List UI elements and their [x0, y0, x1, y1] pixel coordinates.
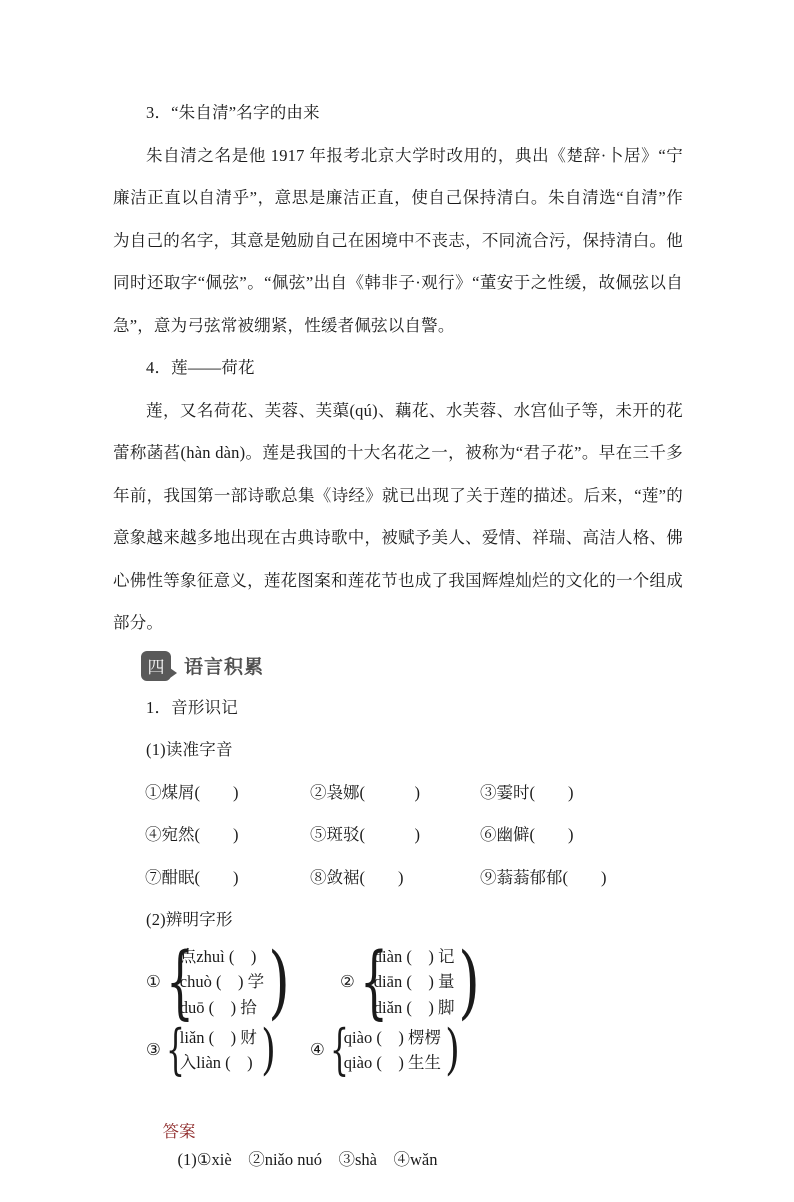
pinyin-item: ⑧敛裾( ) — [310, 867, 404, 887]
form-row: diàn ( ) 记 — [373, 946, 455, 966]
subheading-sound-form: 1．音形识记 — [146, 697, 238, 717]
pinyin-item: ③霎时( ) — [480, 782, 574, 802]
section-header-language-accumulation — [141, 645, 683, 687]
form-row: liǎn ( ) 财 — [179, 1027, 257, 1047]
left-brace: { — [165, 1018, 185, 1081]
pinyin-item: ①煤屑( ) — [145, 782, 239, 802]
form-row: qiào ( ) 生生 — [343, 1053, 441, 1072]
paragraph-lotus-description: 莲，又名荷花、芙蓉、芙蕖(qú)、藕花、水芙蓉、水宫仙子等，未开的花蕾称菡萏(hàn dàn)。莲是我国的十大名花之一，被称为“君子花”。早在三千多年前，我国第一部诗歌总集《诗经》就已出现了关于莲的描述。后来，“莲”的意象越来越多地出现在古典诗歌中，被赋予美人、爱情、祥瑞、高洁人格、佛心佛性等象征意义，莲花图案和莲花节也成了我国辉煌灿烂的文化的一个组成部分。 — [113, 400, 683, 632]
character-form-row-2 — [146, 1018, 683, 1081]
pinyin-exercise-grid — [145, 772, 683, 900]
right-paren: ) — [268, 934, 291, 1028]
pinyin-item: ⑥幽僻( ) — [480, 825, 574, 844]
character-form-group-2 — [340, 934, 481, 1028]
answer-text: (1)①xiè ②niǎo nuó ③shà ④wǎn — [177, 1150, 438, 1169]
form-row: duō ( ) 拾 — [179, 997, 257, 1017]
form-row: 入liàn ( ) — [179, 1053, 253, 1072]
group-rows — [180, 1025, 257, 1076]
badge-text: 四 — [147, 658, 165, 677]
form-row: 点zhuì ( ) — [179, 946, 257, 966]
form-row: diǎn ( ) 脚 — [373, 997, 455, 1017]
heading-lotus: 4．莲——荷花 — [146, 358, 255, 377]
left-brace: { — [329, 1018, 349, 1081]
group-number: ③ — [146, 1040, 161, 1059]
section-number-badge — [141, 651, 171, 681]
form-row: chuò ( ) 学 — [179, 972, 265, 991]
heading-zhu-ziqing-name: 3．“朱自清”名字的由来 — [146, 103, 320, 122]
form-row: qiào ( ) 楞楞 — [343, 1027, 441, 1047]
left-brace: { — [359, 934, 388, 1028]
subheading-read-pronunciation: (1)读准字音 — [146, 740, 233, 759]
right-paren: ) — [445, 1018, 460, 1081]
character-form-group-1 — [146, 934, 340, 1028]
subheading-distinguish-forms: (2)辨明字形 — [146, 910, 233, 929]
pinyin-item: ⑦酣眠( ) — [145, 867, 239, 887]
answer-line — [146, 1090, 683, 1202]
group-number: ④ — [310, 1040, 325, 1059]
pinyin-item: ④宛然( ) — [145, 825, 239, 844]
character-form-group-4 — [310, 1018, 460, 1081]
section-title: 语言积累 — [184, 657, 265, 678]
pinyin-item: ⑤斑驳( ) — [310, 825, 420, 844]
pinyin-item: ⑨蓊蓊郁郁( ) — [480, 867, 607, 887]
right-paren: ) — [458, 934, 481, 1028]
paragraph-zhu-ziqing-name-origin: 朱自清之名是他 1917 年报考北京大学时改用的，典出《楚辞·卜居》“宁廉洁正直以自清乎”，意思是廉洁正直，使自己保持清白。朱自清选“自清”作为自己的名字，其意是勉励自己在困境中不丧志，不同流合污，保持清白。他同时还取字“佩弦”。“佩弦”出自《韩非子·观行》“董安于之性缓，故佩弦以自急”，意为弓弦常被绷紧，性缓者佩弦以自警。 — [113, 145, 683, 335]
group-number: ② — [340, 971, 355, 991]
group-number: ① — [146, 971, 161, 991]
form-row: diān ( ) 量 — [373, 972, 455, 991]
answer-label: 答案 — [162, 1122, 196, 1141]
right-paren: ) — [260, 1018, 276, 1081]
left-brace: { — [165, 934, 194, 1028]
character-form-group-3 — [146, 1018, 310, 1081]
group-rows — [344, 1025, 441, 1076]
pinyin-item: ②袅娜( ) — [310, 782, 420, 802]
character-form-row-1 — [146, 934, 683, 1028]
